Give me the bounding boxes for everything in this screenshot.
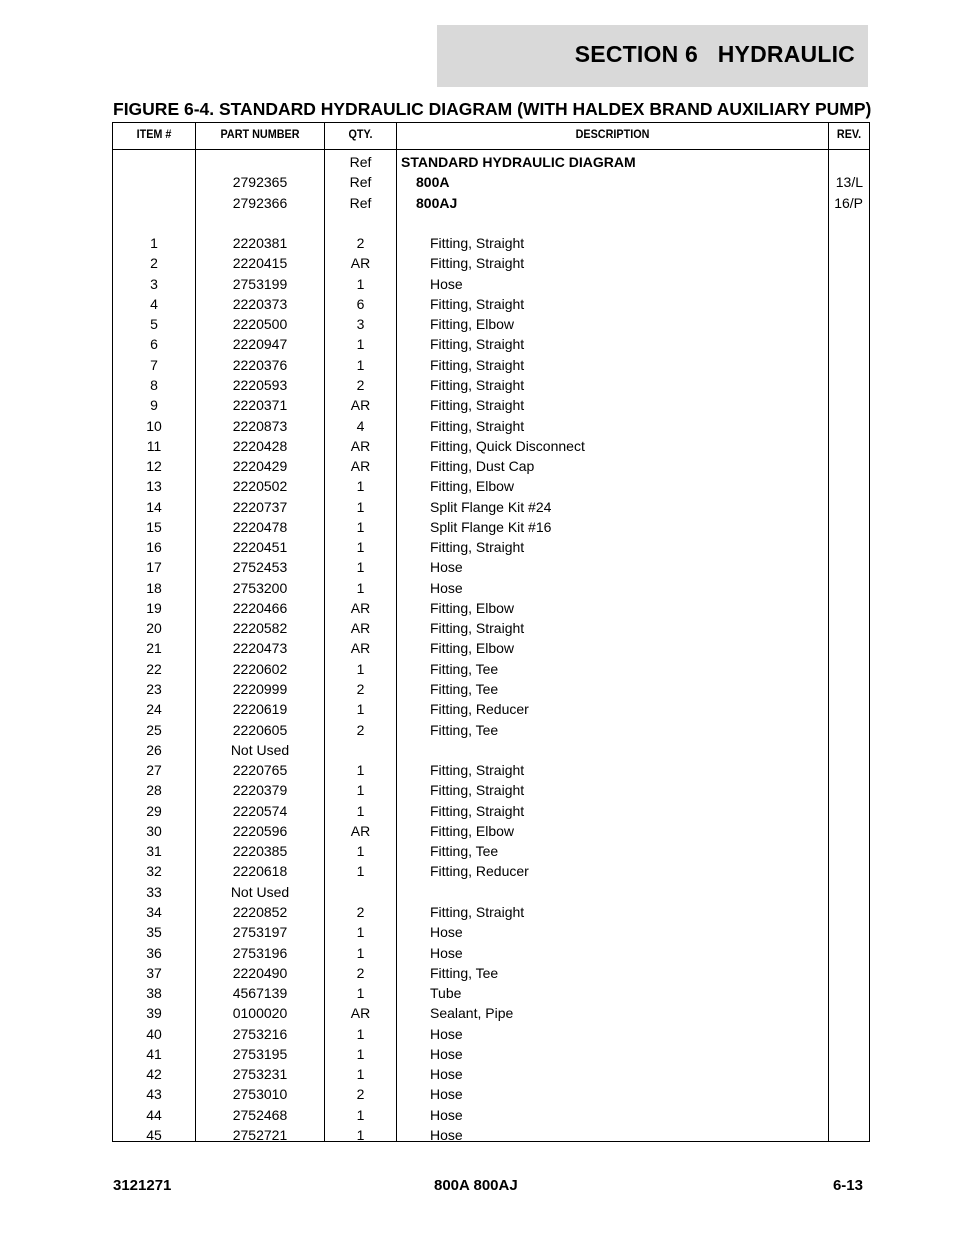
part-number-cell: 2220451: [232, 539, 288, 556]
qty-cell: 1: [356, 518, 365, 535]
table-row: [113, 699, 869, 719]
description-cell: Hose: [430, 924, 463, 941]
section-header-box: [437, 25, 868, 87]
part-number-cell: 2753200: [232, 579, 288, 596]
description-cell: Fitting, Straight: [430, 295, 525, 312]
qty-cell: 1: [356, 660, 365, 677]
table-row: [113, 618, 869, 638]
item-cell: 25: [146, 721, 162, 738]
part-number-cell: 2753197: [232, 924, 288, 941]
item-cell: 42: [146, 1066, 162, 1083]
qty-cell: 1: [356, 1066, 365, 1083]
qty-cell: 1: [356, 863, 365, 880]
item-cell: 31: [146, 843, 162, 860]
part-number-cell: 2753195: [232, 1045, 288, 1062]
part-number-cell: 2220999: [232, 681, 288, 698]
table-row: [113, 233, 869, 253]
table-row: [113, 274, 869, 294]
qty-cell: AR: [350, 437, 371, 454]
part-number-cell: 2752468: [232, 1106, 288, 1123]
part-number-cell: 2220381: [232, 235, 288, 252]
qty-cell: Ref: [349, 174, 372, 191]
item-cell: 17: [146, 559, 162, 576]
table-row: [113, 1125, 869, 1145]
item-cell: 33: [146, 883, 162, 900]
description-cell: Fitting, Tee: [430, 721, 499, 738]
item-cell: 36: [146, 944, 162, 961]
part-number-cell: 2753231: [232, 1066, 288, 1083]
table-row: [113, 638, 869, 658]
table-row: [113, 598, 869, 618]
qty-cell: AR: [350, 255, 371, 272]
qty-cell: 2: [356, 903, 365, 920]
table-row: [113, 861, 869, 881]
item-cell: 11: [146, 437, 162, 454]
description-cell: Hose: [430, 1066, 463, 1083]
qty-cell: 1: [356, 701, 365, 718]
table-row: [113, 395, 869, 415]
part-number-cell: 2753199: [232, 275, 288, 292]
table-row: [113, 253, 869, 273]
part-number-cell: 2753196: [232, 944, 288, 961]
description-cell: Fitting, Straight: [430, 417, 525, 434]
part-number-cell: 2220385: [232, 843, 288, 860]
column-header-description: DESCRIPTION: [575, 127, 650, 141]
part-number-cell: 2220415: [232, 255, 288, 272]
section-title: SECTION 6 HYDRAULIC: [574, 41, 855, 67]
part-number-cell: 2220429: [232, 458, 288, 475]
qty-cell: AR: [350, 599, 371, 616]
item-cell: 13: [146, 478, 162, 495]
description-cell: Fitting, Elbow: [430, 316, 515, 333]
qty-cell: Ref: [349, 154, 372, 170]
qty-cell: Ref: [349, 194, 372, 211]
description-cell: Fitting, Straight: [430, 255, 525, 272]
item-cell: 34: [146, 903, 162, 920]
part-number-cell: 2220593: [232, 376, 288, 393]
qty-cell: 1: [356, 1045, 365, 1062]
item-cell: 4: [150, 295, 158, 312]
description-cell: Fitting, Dust Cap: [430, 458, 535, 475]
description-cell: Fitting, Quick Disconnect: [430, 437, 585, 454]
table-row: [113, 922, 869, 942]
description-cell: Hose: [430, 1126, 463, 1143]
table-row: [113, 172, 869, 192]
item-cell: 12: [146, 458, 162, 475]
description-cell: Fitting, Straight: [430, 235, 525, 252]
description-cell: Hose: [430, 1086, 463, 1103]
part-number-cell: 2220873: [232, 417, 288, 434]
part-number-cell: 2220373: [232, 295, 288, 312]
footer-doc-number: 3121271: [113, 1177, 172, 1194]
part-number-cell: 2220502: [232, 478, 288, 495]
item-cell: 22: [146, 660, 162, 677]
description-cell: Hose: [430, 1045, 463, 1062]
table-row: [113, 841, 869, 861]
table-row: [113, 213, 869, 233]
table-row: [113, 294, 869, 314]
table-row: [113, 537, 869, 557]
item-cell: 44: [146, 1106, 162, 1123]
description-cell: Fitting, Straight: [430, 397, 525, 414]
item-cell: 9: [150, 397, 158, 414]
description-cell: Fitting, Elbow: [430, 599, 515, 616]
table-row: [113, 963, 869, 983]
qty-cell: 1: [356, 498, 365, 515]
description-cell: Fitting, Straight: [430, 802, 525, 819]
part-number-cell: 2752721: [232, 1126, 288, 1143]
qty-cell: 1: [356, 843, 365, 860]
header-divider: [113, 149, 869, 150]
column-header-qty: QTY.: [348, 127, 373, 141]
parts-table: [112, 122, 870, 1142]
qty-cell: 2: [356, 964, 365, 981]
qty-cell: 1: [356, 1106, 365, 1123]
item-cell: 20: [146, 620, 162, 637]
item-cell: 27: [146, 762, 162, 779]
qty-cell: 1: [356, 762, 365, 779]
qty-cell: AR: [350, 620, 371, 637]
part-number-cell: 2753010: [232, 1086, 288, 1103]
item-cell: 24: [146, 701, 162, 718]
table-row: [113, 1003, 869, 1023]
item-cell: 26: [146, 741, 162, 758]
item-cell: 32: [146, 863, 162, 880]
table-row: [113, 334, 869, 354]
table-row: [113, 780, 869, 800]
item-cell: 23: [146, 681, 162, 698]
column-header-item: ITEM #: [136, 127, 172, 141]
qty-cell: 4: [356, 417, 365, 434]
description-cell: 800AJ: [416, 194, 458, 211]
part-number-cell: 2220428: [232, 437, 288, 454]
part-number-cell: 2220602: [232, 660, 288, 677]
item-cell: 41: [146, 1045, 162, 1062]
qty-cell: AR: [350, 397, 371, 414]
table-row: [113, 497, 869, 517]
description-cell: STANDARD HYDRAULIC DIAGRAM: [401, 154, 636, 170]
part-number-cell: 2220605: [232, 721, 288, 738]
qty-cell: 1: [356, 782, 365, 799]
table-row: [113, 1024, 869, 1044]
qty-cell: 2: [356, 235, 365, 252]
description-cell: Tube: [430, 985, 462, 1002]
part-number-cell: 2220947: [232, 336, 288, 353]
qty-cell: 1: [356, 924, 365, 941]
part-number-cell: 2220737: [232, 498, 288, 515]
table-row: [113, 1064, 869, 1084]
table-row: [113, 943, 869, 963]
item-cell: 37: [146, 964, 162, 981]
item-cell: 14: [146, 498, 162, 515]
qty-cell: 1: [356, 336, 365, 353]
item-cell: 5: [150, 316, 158, 333]
table-row: [113, 679, 869, 699]
table-row: [113, 720, 869, 740]
qty-cell: 1: [356, 579, 365, 596]
column-header-rev: REV.: [836, 127, 862, 141]
item-cell: 6: [150, 336, 158, 353]
qty-cell: 1: [356, 1025, 365, 1042]
description-cell: Fitting, Reducer: [430, 863, 529, 880]
part-number-cell: 2220619: [232, 701, 288, 718]
description-cell: Hose: [430, 944, 463, 961]
part-number-cell: 2220473: [232, 640, 288, 657]
description-cell: Fitting, Elbow: [430, 822, 515, 839]
table-row: [113, 801, 869, 821]
item-cell: 15: [146, 518, 162, 535]
qty-cell: 1: [356, 944, 365, 961]
description-cell: Fitting, Straight: [430, 336, 525, 353]
description-cell: Fitting, Tee: [430, 843, 499, 860]
item-cell: 45: [146, 1126, 162, 1143]
table-row: [113, 355, 869, 375]
item-cell: 18: [146, 579, 162, 596]
description-cell: Fitting, Straight: [430, 376, 525, 393]
part-number-cell: Not Used: [230, 741, 290, 758]
table-row: [113, 517, 869, 537]
description-cell: Fitting, Tee: [430, 964, 499, 981]
item-cell: 39: [146, 1005, 162, 1022]
description-cell: Hose: [430, 1106, 463, 1123]
table-row: [113, 983, 869, 1003]
item-cell: 28: [146, 782, 162, 799]
description-cell: Fitting, Straight: [430, 762, 525, 779]
description-cell: Split Flange Kit #16: [430, 518, 552, 535]
qty-cell: 1: [356, 985, 365, 1002]
item-cell: 8: [150, 376, 158, 393]
part-number-cell: 4567139: [232, 985, 288, 1002]
table-row: [113, 152, 869, 172]
table-row: [113, 1084, 869, 1104]
qty-cell: 1: [356, 539, 365, 556]
part-number-cell: 2220852: [232, 903, 288, 920]
description-cell: Fitting, Elbow: [430, 640, 515, 657]
qty-cell: AR: [350, 1005, 371, 1022]
column-header-part-number: PART NUMBER: [220, 127, 300, 141]
description-cell: Fitting, Straight: [430, 539, 525, 556]
item-cell: 2: [150, 255, 158, 272]
table-row: [113, 740, 869, 760]
part-number-cell: 2220478: [232, 518, 288, 535]
table-row: [113, 476, 869, 496]
description-cell: Fitting, Straight: [430, 782, 525, 799]
item-cell: 1: [150, 235, 158, 252]
description-cell: Fitting, Tee: [430, 681, 499, 698]
description-cell: Fitting, Straight: [430, 620, 525, 637]
part-number-cell: 2220466: [232, 599, 288, 616]
description-cell: Hose: [430, 579, 463, 596]
qty-cell: 1: [356, 356, 365, 373]
rev-cell: 13/L: [835, 174, 863, 191]
part-number-cell: 2220500: [232, 316, 288, 333]
table-row: [113, 314, 869, 334]
figure-title: FIGURE 6-4. STANDARD HYDRAULIC DIAGRAM (WITH HALDEX BRAND AUXILIARY PUMP): [113, 99, 872, 119]
qty-cell: 3: [356, 316, 365, 333]
table-row: [113, 456, 869, 476]
part-number-cell: Not Used: [230, 883, 290, 900]
qty-cell: 1: [356, 275, 365, 292]
part-number-cell: 2220618: [232, 863, 288, 880]
footer-page-number: 6-13: [832, 1177, 863, 1194]
part-number-cell: 2752453: [232, 559, 288, 576]
item-cell: 40: [146, 1025, 162, 1042]
qty-cell: AR: [350, 458, 371, 475]
description-cell: Hose: [430, 275, 463, 292]
item-cell: 35: [146, 924, 162, 941]
item-cell: 19: [146, 599, 162, 616]
description-cell: Fitting, Tee: [430, 660, 499, 677]
part-number-cell: 2220379: [232, 782, 288, 799]
table-row: [113, 1105, 869, 1125]
rev-cell: 16/P: [834, 194, 863, 211]
part-number-cell: 0100020: [232, 1005, 288, 1022]
table-row: [113, 375, 869, 395]
table-row: [113, 578, 869, 598]
table-row: [113, 821, 869, 841]
qty-cell: 2: [356, 681, 365, 698]
description-cell: Hose: [430, 1025, 463, 1042]
qty-cell: 6: [356, 295, 365, 312]
item-cell: 7: [150, 356, 158, 373]
qty-cell: 1: [356, 559, 365, 576]
description-cell: Sealant, Pipe: [430, 1005, 514, 1022]
table-row: [113, 193, 869, 213]
item-cell: 38: [146, 985, 162, 1002]
table-row: [113, 760, 869, 780]
description-cell: Fitting, Elbow: [430, 478, 515, 495]
qty-cell: 1: [356, 478, 365, 495]
description-cell: Split Flange Kit #24: [430, 498, 552, 515]
item-cell: 43: [146, 1086, 162, 1103]
part-number-cell: 2220371: [232, 397, 288, 414]
description-cell: Hose: [430, 559, 463, 576]
item-cell: 16: [146, 539, 162, 556]
part-number-cell: 2220765: [232, 762, 288, 779]
table-row: [113, 882, 869, 902]
table-row: [113, 902, 869, 922]
table-row: [113, 1044, 869, 1064]
qty-cell: AR: [350, 822, 371, 839]
description-cell: Fitting, Straight: [430, 903, 525, 920]
qty-cell: 2: [356, 376, 365, 393]
part-number-cell: 2220574: [232, 802, 288, 819]
part-number-cell: 2220582: [232, 620, 288, 637]
item-cell: 3: [150, 275, 158, 292]
table-header-row: [113, 123, 869, 149]
item-cell: 21: [146, 640, 162, 657]
item-cell: 29: [146, 802, 162, 819]
footer-models: 800A 800AJ: [434, 1177, 518, 1194]
part-number-cell: 2220596: [232, 822, 288, 839]
part-number-cell: 2753216: [232, 1025, 288, 1042]
table-row: [113, 436, 869, 456]
qty-cell: 2: [356, 721, 365, 738]
description-cell: 800A: [416, 174, 450, 191]
part-number-cell: 2792365: [232, 174, 288, 191]
qty-cell: 1: [356, 802, 365, 819]
table-row: [113, 416, 869, 436]
table-row: [113, 659, 869, 679]
part-number-cell: 2220376: [232, 356, 288, 373]
description-cell: Fitting, Reducer: [430, 701, 529, 718]
part-number-cell: 2792366: [232, 194, 288, 211]
qty-cell: AR: [350, 640, 371, 657]
qty-cell: 1: [356, 1126, 365, 1143]
item-cell: 30: [146, 822, 162, 839]
description-cell: Fitting, Straight: [430, 356, 525, 373]
qty-cell: 2: [356, 1086, 365, 1103]
table-row: [113, 557, 869, 577]
item-cell: 10: [146, 417, 162, 434]
part-number-cell: 2220490: [232, 964, 288, 981]
